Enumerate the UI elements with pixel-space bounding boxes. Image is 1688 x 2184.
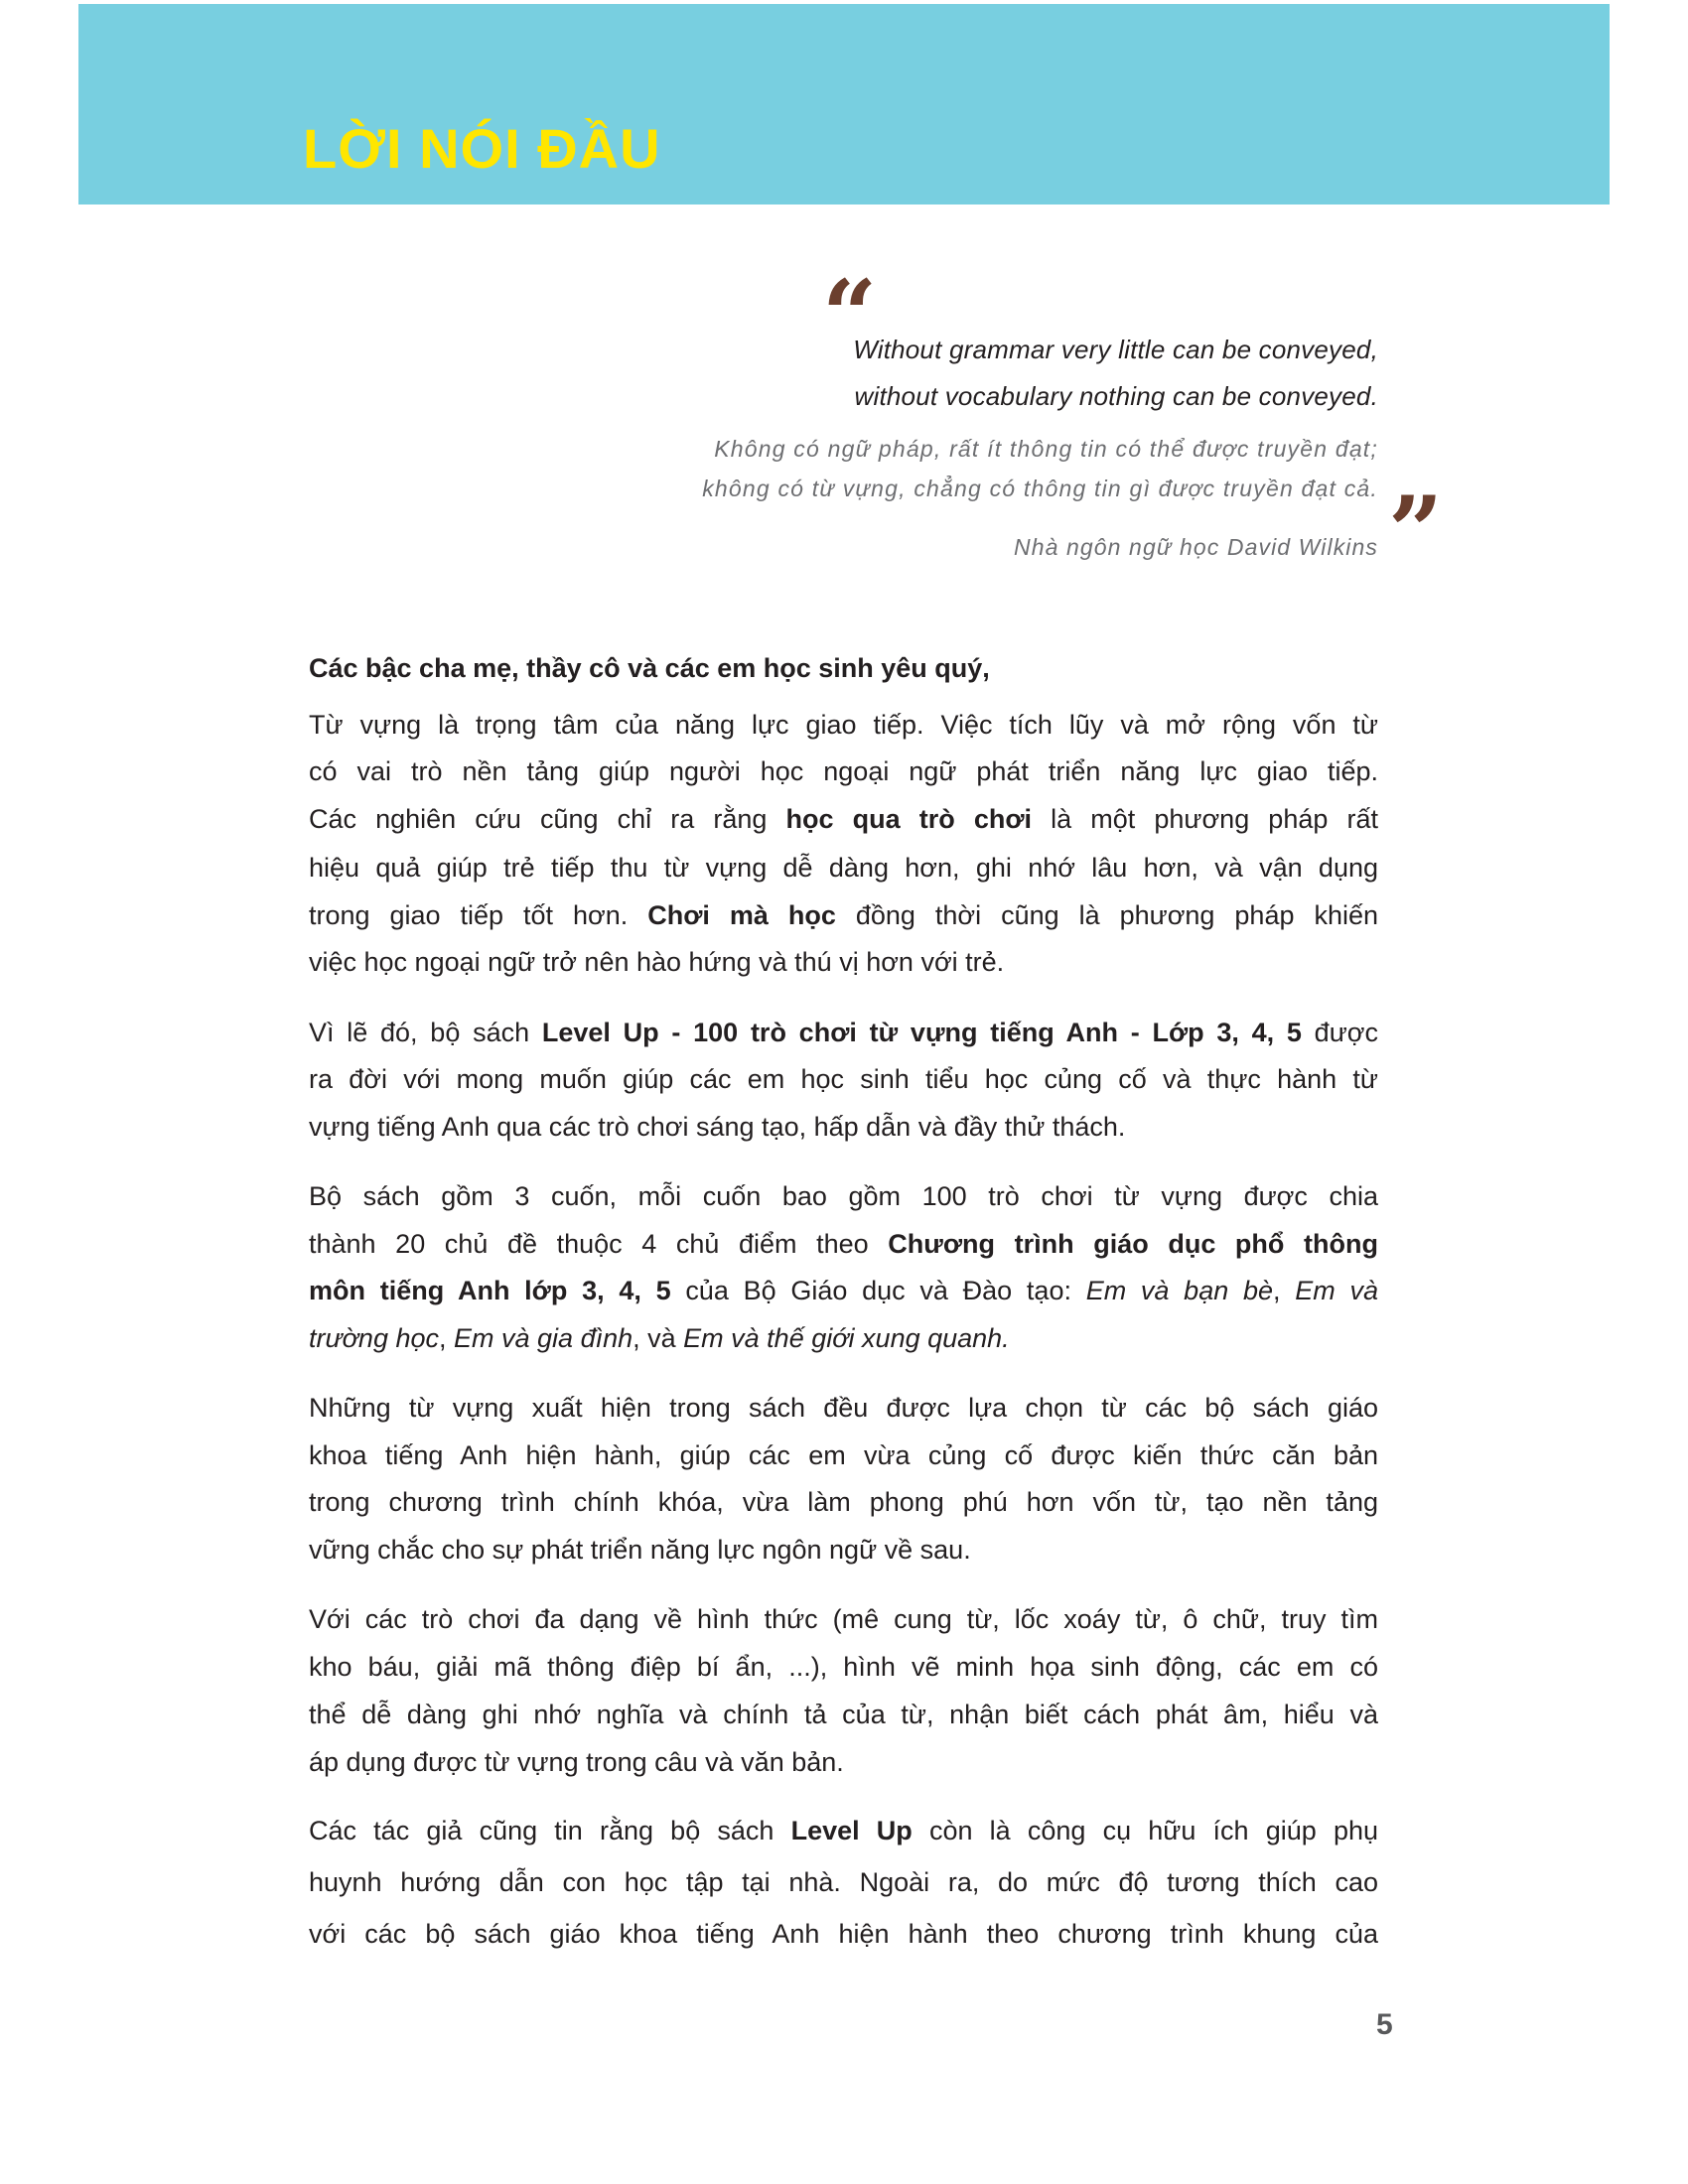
- text-segment: thể dễ dàng ghi nhớ nghĩa và chính tả của từ, nhận biết cách phát âm, hiểu và: [309, 1700, 1378, 1729]
- quote-vietnamese-line: không có từ vựng, chẳng có thông tin gì được truyền đạt cả.: [702, 476, 1378, 501]
- greeting: Các bậc cha mẹ, thầy cô và các em học sinh yêu quý,: [309, 653, 990, 683]
- paragraph-line: [309, 1742, 1378, 1782]
- paragraph-line: [309, 705, 1378, 745]
- text-segment: áp dụng được từ vựng trong câu và văn bản.: [309, 1747, 844, 1777]
- text-segment: , và: [633, 1323, 684, 1353]
- paragraph-line: [309, 1914, 1378, 1954]
- text-segment: ,: [439, 1323, 455, 1353]
- paragraph-line: [309, 1530, 1378, 1570]
- text-segment: hiệu quả giúp trẻ tiếp thu từ vựng dễ dàng hơn, ghi nhớ lâu hơn, và vận dụng: [309, 853, 1378, 883]
- quote-english-line: without vocabulary nothing can be conveyed.: [854, 381, 1378, 411]
- text-segment: Từ vựng là trọng tâm của năng lực giao tiếp. Việc tích lũy và mở rộng vốn từ: [309, 710, 1378, 740]
- italic-text: trường học: [309, 1323, 439, 1353]
- quote-attribution: Nhà ngôn ngữ học David Wilkins: [1014, 534, 1378, 560]
- paragraph-line: [309, 1059, 1378, 1099]
- paragraph-line: [309, 1388, 1378, 1428]
- text-segment: đồng thời cũng là phương pháp khiến: [835, 900, 1378, 930]
- paragraph-line: [309, 1271, 1378, 1310]
- text-segment: ra đời với mong muốn giúp các em học sinh tiểu học củng cố và thực hành từ: [309, 1064, 1378, 1094]
- bold-text: Level Up: [790, 1816, 913, 1845]
- text-segment: vững chắc cho sự phát triển năng lực ngôn ngữ về sau.: [309, 1535, 971, 1565]
- open-quote-icon: “: [822, 259, 878, 371]
- paragraph-line: [309, 1013, 1378, 1052]
- text-segment: được: [1301, 1018, 1378, 1047]
- text-segment: còn là công cụ hữu ích giúp phụ: [912, 1816, 1379, 1845]
- paragraph-line: [309, 799, 1378, 839]
- quote-vietnamese-line: Không có ngữ pháp, rất ít thông tin có thể được truyền đạt;: [714, 436, 1378, 462]
- paragraph-line: [309, 1599, 1378, 1639]
- text-segment: kho báu, giải mã thông điệp bí ẩn, ...), hình vẽ minh họa sinh động, các em có: [309, 1652, 1378, 1682]
- page-title: LỜI NÓI ĐẦU: [303, 117, 661, 180]
- paragraph-line: [309, 1224, 1378, 1264]
- page-number: 5: [1376, 2008, 1393, 2041]
- text-segment: huynh hướng dẫn con học tập tại nhà. Ngoài ra, do mức độ tương thích cao: [309, 1867, 1378, 1897]
- paragraph-line: [309, 1811, 1378, 1850]
- paragraph-line: [309, 1695, 1378, 1734]
- paragraph-line: [309, 942, 1378, 982]
- text-segment: Với các trò chơi đa dạng về hình thức (mê cung từ, lốc xoáy từ, ô chữ, truy tìm: [309, 1604, 1378, 1634]
- text-segment: việc học ngoại ngữ trở nên hào hứng và thú vị hơn với trẻ.: [309, 947, 1005, 977]
- text-segment: Vì lẽ đó, bộ sách: [309, 1018, 542, 1047]
- paragraph-line: [309, 895, 1378, 935]
- text-segment: của Bộ Giáo dục và Đào tạo:: [670, 1276, 1086, 1305]
- text-segment: trong giao tiếp tốt hơn.: [309, 900, 648, 930]
- text-segment: Các tác giả cũng tin rằng bộ sách: [309, 1816, 791, 1845]
- paragraph-line: [309, 1647, 1378, 1687]
- italic-text: Em và: [1295, 1276, 1378, 1305]
- bold-text: môn tiếng Anh lớp 3, 4, 5: [309, 1276, 671, 1305]
- paragraph-line: [309, 1318, 1378, 1358]
- text-segment: Những từ vựng xuất hiện trong sách đều được lựa chọn từ các bộ sách giáo: [309, 1393, 1378, 1423]
- paragraph-line: [309, 1482, 1378, 1522]
- text-segment: thành 20 chủ đề thuộc 4 chủ điểm theo: [309, 1229, 889, 1259]
- bold-text: Chơi mà học: [647, 900, 836, 930]
- text-segment: có vai trò nền tảng giúp người học ngoại ngữ phát triển năng lực giao tiếp.: [309, 756, 1378, 786]
- paragraph-line: [309, 848, 1378, 887]
- text-segment: vựng tiếng Anh qua các trò chơi sáng tạo, hấp dẫn và đầy thử thách.: [309, 1112, 1126, 1142]
- paragraph-line: [309, 751, 1378, 791]
- italic-text: Em và bạn bè: [1085, 1276, 1273, 1305]
- bold-text: Chương trình giáo dục phổ thông: [888, 1229, 1378, 1259]
- text-segment: khoa tiếng Anh hiện hành, giúp các em vừa củng cố được kiến thức căn bản: [309, 1440, 1378, 1470]
- bold-text: Level Up - 100 trò chơi từ vựng tiếng Anh - Lớp 3, 4, 5: [541, 1018, 1302, 1047]
- italic-text: Em và thế giới xung quanh.: [683, 1323, 1010, 1353]
- paragraph-line: [309, 1107, 1378, 1147]
- paragraph-line: [309, 1435, 1378, 1475]
- close-quote-icon: ”: [1388, 476, 1444, 588]
- paragraph-line: [309, 1176, 1378, 1216]
- text-segment: ,: [1273, 1276, 1296, 1305]
- bold-text: học qua trò chơi: [785, 804, 1033, 834]
- text-segment: trong chương trình chính khóa, vừa làm phong phú hơn vốn từ, tạo nền tảng: [309, 1487, 1378, 1517]
- text-segment: Bộ sách gồm 3 cuốn, mỗi cuốn bao gồm 100 trò chơi từ vựng được chia: [309, 1181, 1378, 1211]
- text-segment: với các bộ sách giáo khoa tiếng Anh hiện hành theo chương trình khung của: [309, 1919, 1378, 1949]
- quote-english-line: Without grammar very little can be conveyed,: [853, 335, 1378, 364]
- text-segment: là một phương pháp rất: [1032, 804, 1378, 834]
- text-segment: Các nghiên cứu cũng chỉ ra rằng: [309, 804, 786, 834]
- italic-text: Em và gia đình: [454, 1323, 633, 1353]
- paragraph-line: [309, 1862, 1378, 1902]
